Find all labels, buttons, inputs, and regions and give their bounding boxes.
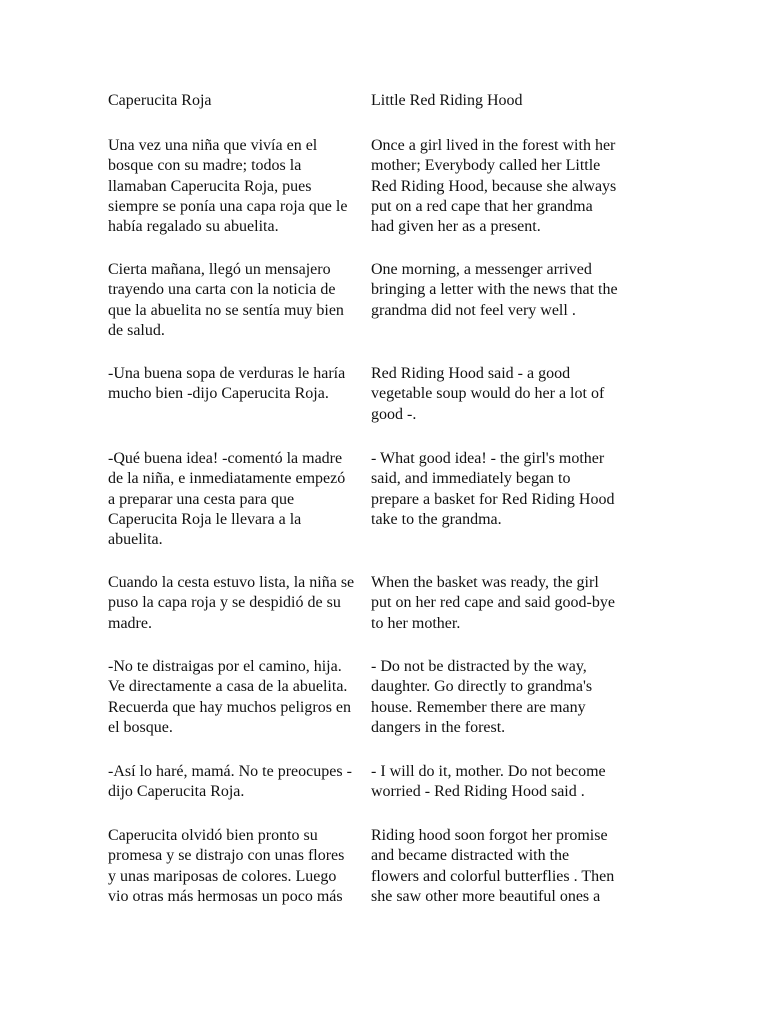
english-paragraph: When the basket was ready, the girl put on her red cape and said good-bye to her mother. bbox=[371, 574, 615, 632]
spanish-paragraph: -Qué buena idea! -comentó la madre de la niña, e inmediatamente empezó a preparar una cesta para que Caperucita Roja le llevara a la abuelita. bbox=[108, 450, 346, 549]
spanish-paragraph: -Así lo haré, mamá. No te preocupes - dijo Caperucita Roja. bbox=[108, 763, 352, 801]
spanish-paragraph: Caperucita olvidó bien pronto su promesa y se distrajo con unas flores y unas mariposas de colores. Luego vio otras más hermosas un poco más bbox=[108, 827, 345, 905]
spanish-paragraph: -Una buena sopa de verduras le haría mucho bien -dijo Caperucita Roja. bbox=[108, 365, 346, 403]
spanish-paragraph: -No te distraigas por el camino, hija. Ve directamente a casa de la abuelita. Recuerda que hay muchos peligros en el bosque. bbox=[108, 658, 352, 736]
english-paragraph: - I will do it, mother. Do not become worried - Red Riding Hood said . bbox=[371, 763, 606, 801]
spanish-paragraph: Una vez una niña que vivía en el bosque con su madre; todos la llamaban Caperucita Roja, pues siempre se ponía una capa roja que le había regalado su abuelita. bbox=[108, 137, 348, 236]
english-paragraph: One morning, a messenger arrived bringing a letter with the news that the grandma did not feel very well . bbox=[371, 261, 618, 319]
english-paragraph: Red Riding Hood said - a good vegetable soup would do her a lot of good -. bbox=[371, 365, 605, 423]
english-paragraph: Riding hood soon forgot her promise and became distracted with the flowers and colorful butterflies . Then she saw other more beautiful ones a bbox=[371, 827, 615, 905]
english-paragraph: Once a girl lived in the forest with her mother; Everybody called her Little Red Riding Hood, because she always put on a red cape that her grandma had given her as a present. bbox=[371, 137, 617, 236]
english-paragraph: - Do not be distracted by the way, daughter. Go directly to grandma's house. Remember there are many dangers in the forest. bbox=[371, 658, 593, 736]
spanish-paragraph: Cuando la cesta estuvo lista, la niña se puso la capa roja y se despidió de su madre. bbox=[108, 574, 355, 632]
english-paragraph: - What good idea! - the girl's mother said, and immediately began to prepare a basket for Red Riding Hood take to the grandma. bbox=[371, 450, 615, 528]
english-title: Little Red Riding Hood bbox=[371, 92, 523, 109]
spanish-title: Caperucita Roja bbox=[108, 92, 212, 109]
spanish-paragraph: Cierta mañana, llegó un mensajero trayendo una carta con la noticia de que la abuelita no se sentía muy bien de salud. bbox=[108, 261, 344, 339]
